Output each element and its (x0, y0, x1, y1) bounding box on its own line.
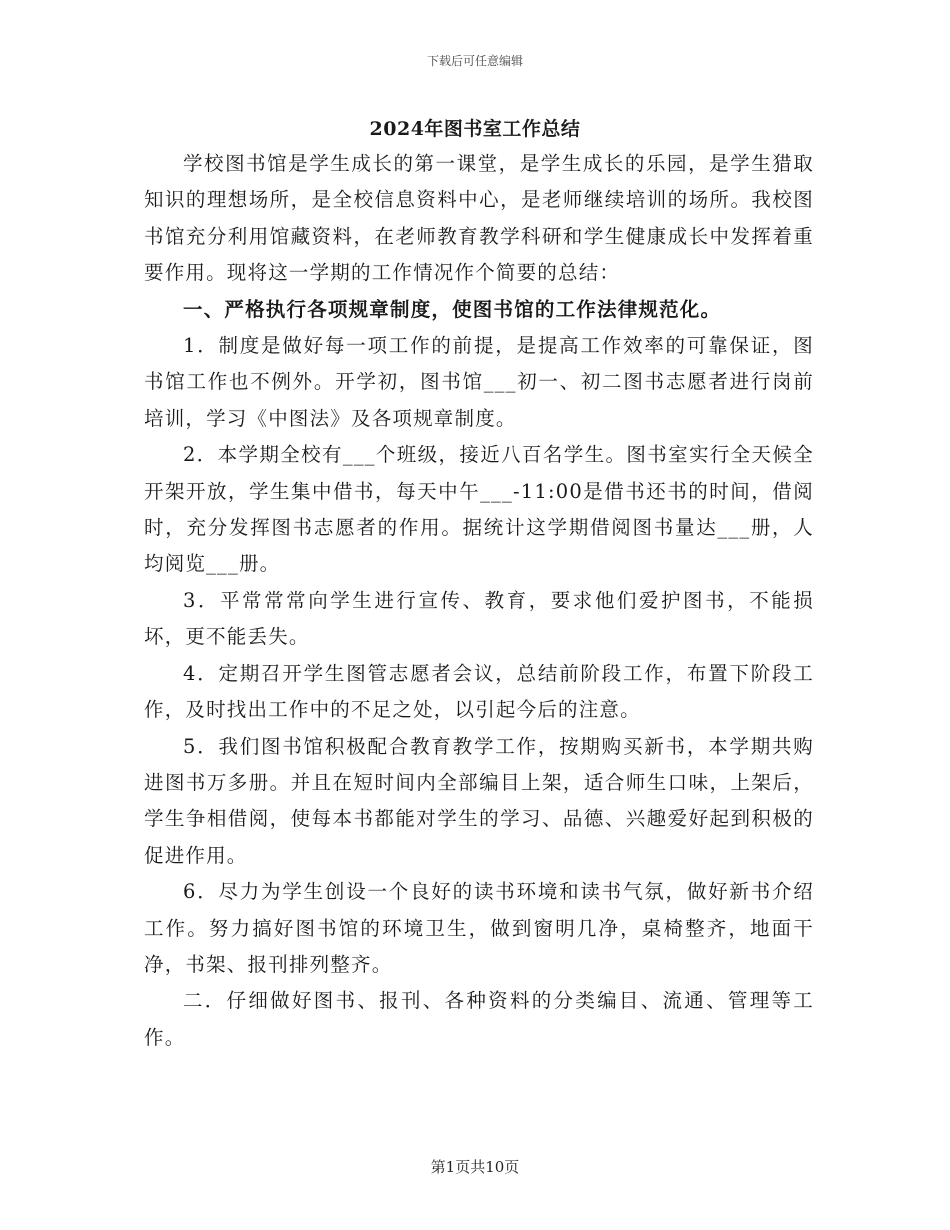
document-title: 2024年图书室工作总结 (369, 118, 581, 140)
section-heading-2: 二．仔细做好图书、报刊、各种资料的分类编目、流通、管理等工作。 (144, 989, 814, 1049)
item-paragraph-5: 5．我们图书馆积极配合教育教学工作，按期购买新书，本学期共购进图书万多册。并且在短时间内全部编目上架，适合师生口味，上架后，学生争相借阅，使每本书都能对学生的学习、品德、兴趣爱好起到积极的促进作用。 (144, 734, 814, 867)
item-paragraph-2: 2．本学期全校有___个班级，接近八百名学生。图书室实行全天候全开架开放，学生集中借书，每天中午___-11:00是借书还书的时间，借阅时，充分发挥图书志愿者的作用。据统计这学期借阅图书量达___册，人均阅览___册。 (144, 443, 814, 576)
intro-paragraph: 学校图书馆是学生成长的第一课堂，是学生成长的乐园，是学生猎取知识的理想场所，是全校信息资料中心，是老师继续培训的场所。我校图书馆充分利用馆藏资料，在老师教育教学科研和学生健康成长中发挥着重要作用。现将这一学期的工作情况作个简要的总结： (144, 152, 814, 285)
header-note: 下载后可任意编辑 (426, 54, 523, 68)
item-paragraph-1: 1．制度是做好每一项工作的前提，是提高工作效率的可靠保证，图书馆工作也不例外。开学初，图书馆___初一、初二图书志愿者进行岗前培训，学习《中图法》及各项规章制度。 (144, 334, 814, 430)
section-heading-1: 一、严格执行各项规章制度，使图书馆的工作法律规范化。 (183, 297, 722, 321)
item-paragraph-3: 3．平常常常向学生进行宣传、教育，要求他们爱护图书，不能损坏，更不能丢失。 (144, 588, 814, 649)
item-paragraph-6: 6．尽力为学生创设一个良好的读书环境和读书气氛，做好新书介绍工作。努力搞好图书馆的环境卫生，做到窗明几净，桌椅整齐，地面干净，书架、报刊排列整齐。 (144, 880, 814, 976)
item-paragraph-4: 4．定期召开学生图管志愿者会议，总结前阶段工作，布置下阶段工作，及时找出工作中的不足之处，以引起今后的注意。 (144, 661, 814, 722)
document-body (144, 146, 814, 1056)
page-footer: 第1页共10页 (430, 1158, 520, 1176)
